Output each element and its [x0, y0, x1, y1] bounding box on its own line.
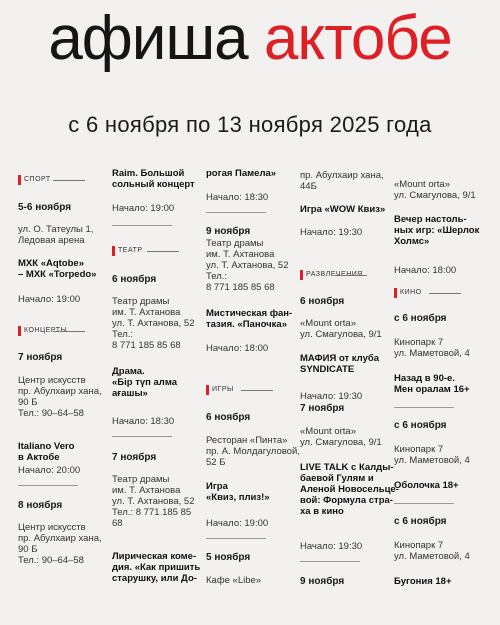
event-title: Игра «WOW Квиз» [300, 204, 386, 215]
event-start-time: Начало: 19:30 [300, 541, 363, 552]
venue-phone: 8 771 185 85 68 [206, 282, 275, 293]
venue-address: ул. Маметовой, 4 [394, 348, 470, 359]
venue-address: 90 Б [18, 397, 38, 408]
venue-name: Кинопарк 7 [394, 337, 444, 348]
event-title: тазия. «Паночка» [206, 319, 287, 330]
title-word-aktobe: актобе [263, 4, 452, 73]
event-title: баевой Гулям и [300, 473, 374, 484]
venue-name: Центр искусств [18, 522, 86, 533]
event-date: 9 ноября [300, 576, 345, 587]
divider [394, 407, 454, 408]
event-title: Холмс» [394, 236, 430, 247]
event-date: 8 ноября [18, 500, 63, 511]
event-start-time: Начало: 19:00 [206, 518, 269, 529]
venue-name: «Mount orta» [300, 426, 356, 437]
venue-phone: Тел.: 90–64–58 [18, 408, 84, 419]
event-title: Игра [206, 481, 228, 492]
event-date: 6 ноября [206, 412, 251, 423]
event-date: с 6 ноября [394, 313, 447, 324]
event-date: 5 ноября [206, 552, 251, 563]
venue-phone: Тел.: [112, 329, 134, 340]
venue-name: Театр драмы [206, 238, 264, 249]
event-title: Лирическая коме- [112, 551, 197, 562]
event-title: Мистическая фан- [206, 308, 293, 319]
event-start-time: Начало: 18:30 [112, 416, 175, 427]
event-date: с 6 ноября [394, 420, 447, 431]
venue-name: Центр искусств [18, 375, 86, 386]
film-title: Бугония 18+ [394, 576, 452, 587]
event-start-time: Начало: 18:00 [394, 265, 457, 276]
poster-title [0, 4, 500, 73]
divider [394, 503, 454, 504]
event-title: ха в кино [300, 506, 344, 517]
event-title: Italiano Vero [18, 441, 75, 452]
venue-address: пр. А. Молдагуловой, [206, 446, 300, 457]
venue-name: Кинопарк 7 [394, 444, 444, 455]
divider [112, 436, 172, 437]
event-date: 9 ноября [206, 226, 251, 237]
event-title: дия. «Как пришить [112, 562, 201, 573]
venue-address: ул. Смагулова, 9/1 [394, 190, 476, 201]
event-date: 7 ноября [112, 452, 157, 463]
film-title: Оболочка 18+ [394, 480, 459, 491]
venue-name: им. Т. Ахтанова [112, 485, 181, 496]
venue-phone: 8 771 185 85 68 [112, 340, 181, 351]
venue-name: им. Т. Ахтанова [112, 307, 181, 318]
event-title: Вечер настоль- [394, 214, 467, 225]
venue-address: пр. Абулхаир хана, [18, 386, 102, 397]
venue-address: ул. Маметовой, 4 [394, 551, 470, 562]
venue-phone: Тел.: [206, 271, 228, 282]
section-tag-sport: СПОРТ [18, 174, 51, 186]
event-title: – МХК «Torpedo» [18, 269, 97, 280]
event-title: «Бір түп алма [112, 377, 178, 388]
venue-name: Кафе «Libe» [206, 575, 262, 586]
film-title: Назад в 90-е. [394, 373, 455, 384]
divider [206, 212, 266, 213]
venue-name: Ресторан «Пинта» [206, 435, 288, 446]
event-title: Raim. Большой [112, 168, 185, 179]
venue-name: «Mount orta» [394, 179, 450, 190]
event-title: «Квиз, плиз!» [206, 492, 270, 503]
event-date: 5-6 ноября [18, 202, 72, 213]
venue-phone: 68 [112, 518, 123, 529]
venue-address: ул. Т. Ахтанова, 52 [112, 496, 195, 507]
divider [112, 225, 172, 226]
event-title: старушку, или До- [112, 573, 197, 584]
section-tag-entertainment: РАЗВЛЕЧЕНИЯ [300, 269, 363, 281]
event-title: Аленой Новосельце- [300, 484, 399, 495]
event-date: 7 ноября [18, 352, 63, 363]
event-date: 6 ноября [300, 296, 345, 307]
venue-name: Кинопарк 7 [394, 540, 444, 551]
event-start-time: Начало: 20:00 [18, 465, 81, 476]
venue-address: 90 Б [18, 544, 38, 555]
event-start-time: Начало: 19:00 [18, 294, 81, 305]
event-title: ағашы» [112, 388, 148, 399]
event-start-time: Начало: 19:00 [112, 203, 175, 214]
divider [206, 538, 266, 539]
venue-name: Театр драмы [112, 296, 170, 307]
section-tag-cinema: КИНО [394, 287, 422, 299]
event-start-time: Начало: 18:00 [206, 343, 269, 354]
event-title: Драма. [112, 366, 145, 377]
divider [18, 485, 78, 486]
event-title: сольный концерт [112, 179, 195, 190]
venue-address: 52 Б [206, 457, 226, 468]
event-title: рогая Памела» [206, 168, 277, 179]
event-title: МАФИЯ от клуба [300, 353, 380, 364]
section-tag-theatre: ТЕАТР [112, 245, 143, 257]
event-title: SYNDICATE [300, 364, 355, 375]
venue-address: ул. Маметовой, 4 [394, 455, 470, 466]
venue-phone: Тел.: 90–64–58 [18, 555, 84, 566]
section-tag-games: ИГРЫ [206, 384, 234, 396]
section-tag-concerts: КОНЦЕРТЫ [18, 325, 67, 337]
event-title: ных игр: «Шерлок [394, 225, 480, 236]
title-word-afisha: афиша [48, 4, 248, 73]
event-date: 6 ноября [112, 274, 157, 285]
event-title: вой: Формула стра- [300, 495, 393, 506]
film-title: Мен оралам 16+ [394, 384, 470, 395]
venue-name: им. Т. Ахтанова [206, 249, 275, 260]
venue-name: «Mount orta» [300, 318, 356, 329]
venue-address: ул. Т. Ахтанова, 52 [112, 318, 195, 329]
venue-name: Театр драмы [112, 474, 170, 485]
venue-address: ул. О. Татеулы 1, [18, 224, 94, 235]
event-date: с 6 ноября [394, 516, 447, 527]
event-date: 7 ноября [300, 403, 345, 414]
event-start-time: Начало: 18:30 [206, 192, 269, 203]
divider [300, 561, 360, 562]
venue-address: ул. Смагулова, 9/1 [300, 437, 382, 448]
event-title: МХК «Aqtobe» [18, 258, 84, 269]
date-range-subtitle: с 6 ноября по 13 ноября 2025 года [68, 112, 432, 137]
event-title: в Актобе [18, 452, 60, 463]
venue-name: Ледовая арена [18, 235, 85, 246]
event-title: LIVE TALK с Калды- [300, 462, 394, 473]
venue-address: ул. Смагулова, 9/1 [300, 329, 382, 340]
venue-address: ул. Т. Ахтанова, 52 [206, 260, 289, 271]
venue-phone: Тел.: 8 771 185 85 [112, 507, 192, 518]
venue-address: пр. Абулхаир хана, [18, 533, 102, 544]
event-start-time: Начало: 19:30 [300, 227, 363, 238]
event-start-time: Начало: 19:30 [300, 391, 363, 402]
venue-address: пр. Абулхаир хана, [300, 170, 384, 181]
venue-address: 44Б [300, 181, 317, 192]
